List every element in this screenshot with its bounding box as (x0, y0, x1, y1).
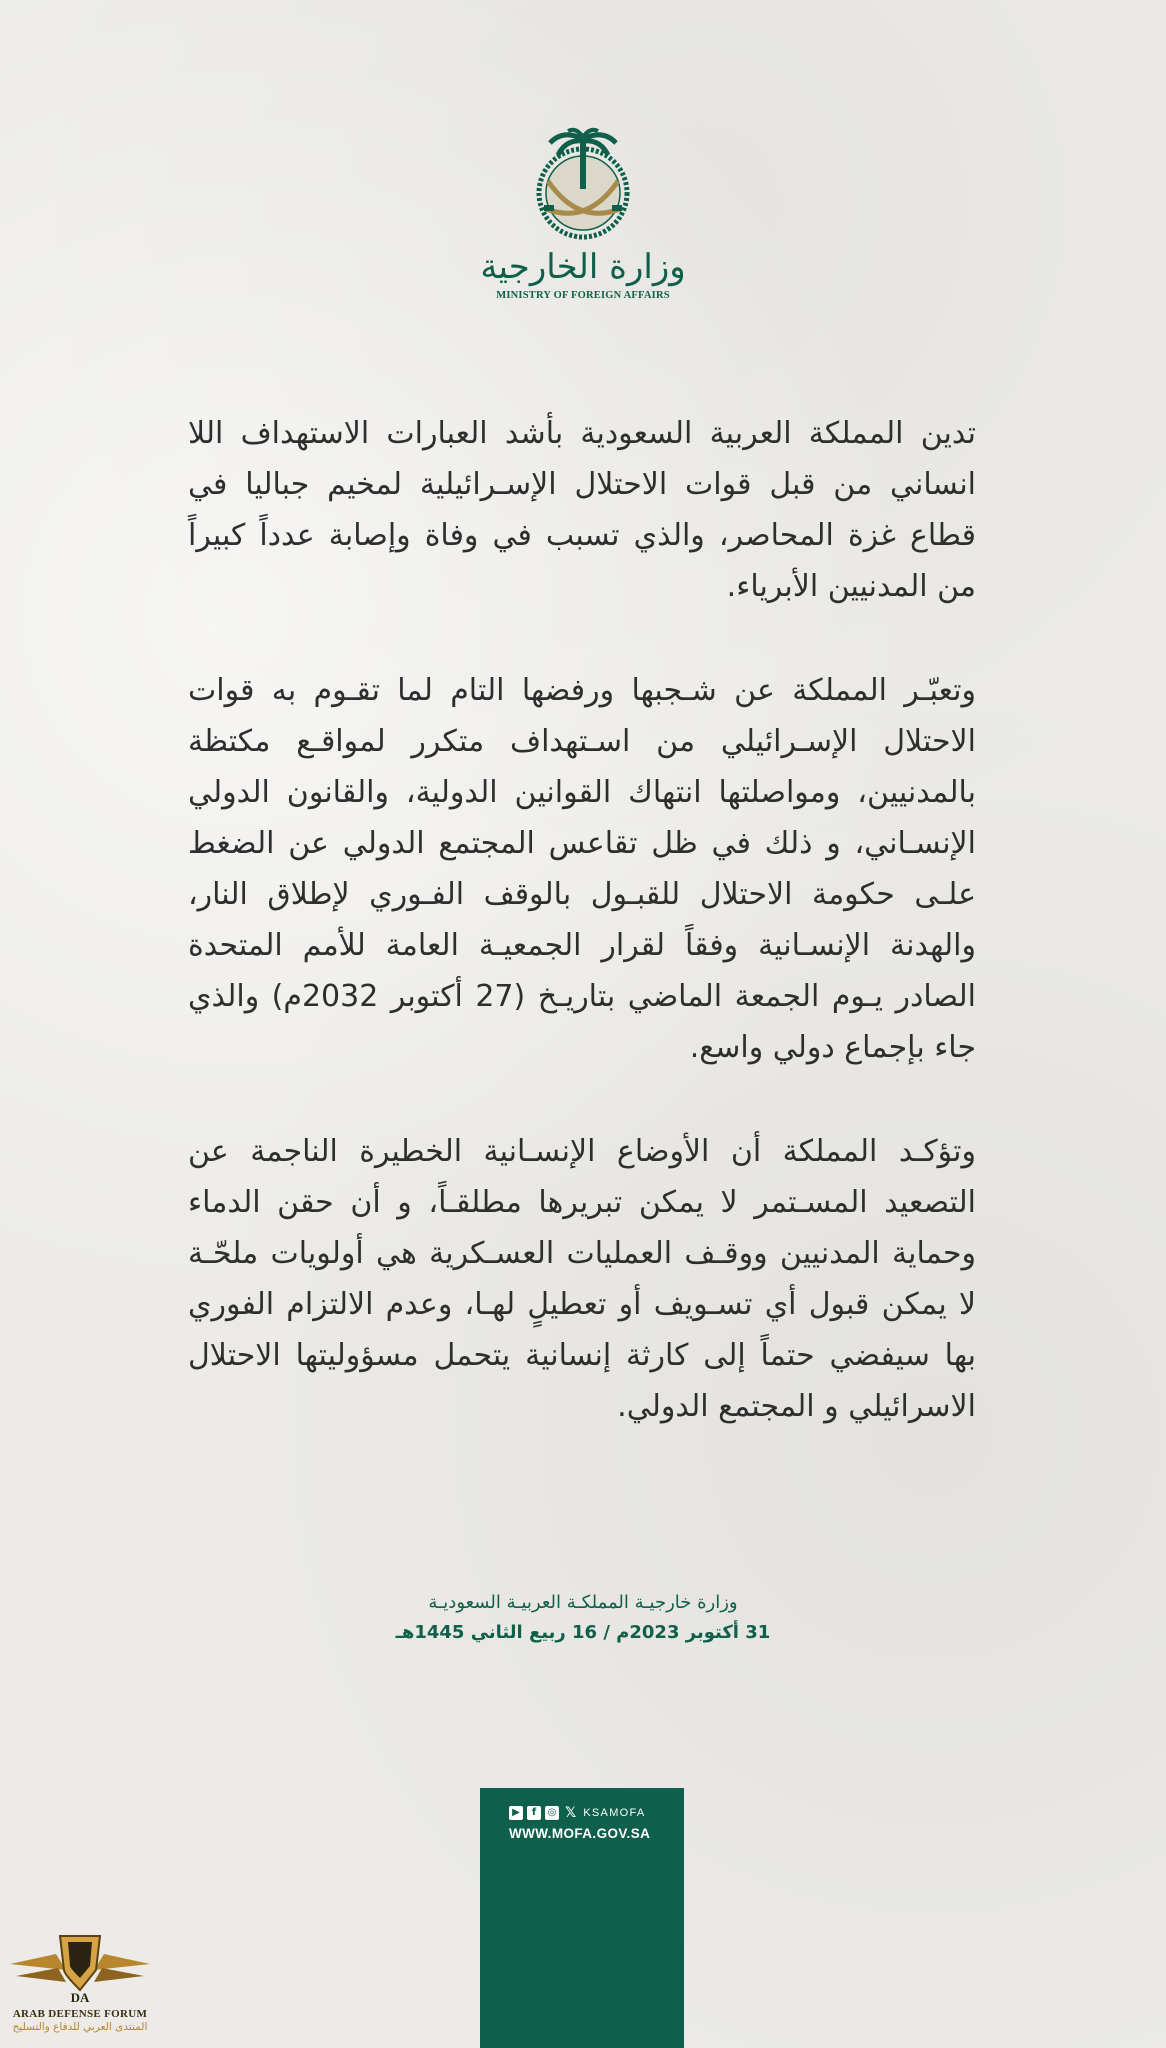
watermark-name-english: ARAB DEFENSE FORUM (12, 2008, 148, 2020)
statement-paragraph-2: وتعبّـر المملكة عن شـجبها ورفضها التام لما تقـوم به قوات الاحتلال الإسـرائيلي من اسـتهداف متكرر لمواقـع مكتظة بالمدنيين، ومواصلتها انتهاك القوانين الدولية، والقانون الدولي الإنسـاني، و ذلك في ظل تقاعس المجتمع الدولي عن الضغط علـى حكومة الاحتلال للقبـول بالوقف الفـوري لإطلاق النار، والهدنة الإنسـانية وفقاً لقرار الجمعيـة العامة للأمم المتحدة الصادر يـوم الجمعة الماضي بتاريـخ (27 أكتوبر 2032م) والذي جاء بإجماع دولي واسع. (188, 673, 976, 1065)
footer-panel (480, 1788, 684, 2048)
website-link[interactable]: WWW.MOFA.GOV.SA (509, 1826, 651, 1841)
eagle-shield-icon (6, 1930, 154, 2008)
youtube-icon[interactable]: ▶ (509, 1806, 523, 1820)
social-handle[interactable]: KSAMOFA (583, 1807, 646, 1819)
saudi-emblem-palm-swords-icon (528, 125, 638, 245)
ministry-logo (0, 125, 1166, 301)
facebook-icon[interactable]: f (527, 1806, 541, 1820)
watermark-logo (6, 1930, 154, 2045)
signature-date: 31 أكتوبر 2023م / 16 ربيع الثاني 1445هـ (395, 1622, 771, 1643)
ministry-name-english: MINISTRY OF FOREIGN AFFAIRS (496, 290, 670, 302)
statement-paragraph-3: وتؤكـد المملكة أن الأوضاع الإنسـانية الخطيرة الناجمة عن التصعيد المسـتمر لا يمكن تبريرها مطلقـاً، و أن حقن الدماء وحماية المدنيين ووقـف العمليات العسـكرية هي أولويات ملحّـة لا يمكن قبول أي تسـويف أو تعطيلٍ لهـا، وعدم الالتزام الفوري بها سيفضي حتماً إلى كارثة إنسانية يتحمل مسؤوليتها الاحتلال الاسرائيلي و المجتمع الدولي. (188, 1134, 976, 1424)
statement-paragraph-1: تدين المملكة العربية السعودية بأشد العبارات الاستهداف اللا انساني من قبل قوات الاحتلال الإسـرائيلية لمخيم جباليا في قطاع غزة المحاصر، والذي تسبب في وفاة وإصابة عدداً كبيراً من المدنيين الأبرياء. (188, 416, 976, 604)
x-icon[interactable]: 𝕏 (565, 1805, 577, 1821)
statement-body (188, 408, 976, 1432)
signature-ministry-name: وزارة خارجيـة المملكـة العربيـة السعوديـة (428, 1592, 738, 1613)
ministry-name-arabic: وزارة الخارجية (480, 247, 686, 287)
watermark-name-arabic: المنتدى العربي للدفاع والتسليح (12, 2021, 148, 2033)
social-links-row (509, 1805, 646, 1821)
signature-block (0, 1588, 1166, 1648)
watermark-brand-mark: DA (70, 1990, 90, 2005)
instagram-icon[interactable]: ◎ (545, 1806, 559, 1820)
